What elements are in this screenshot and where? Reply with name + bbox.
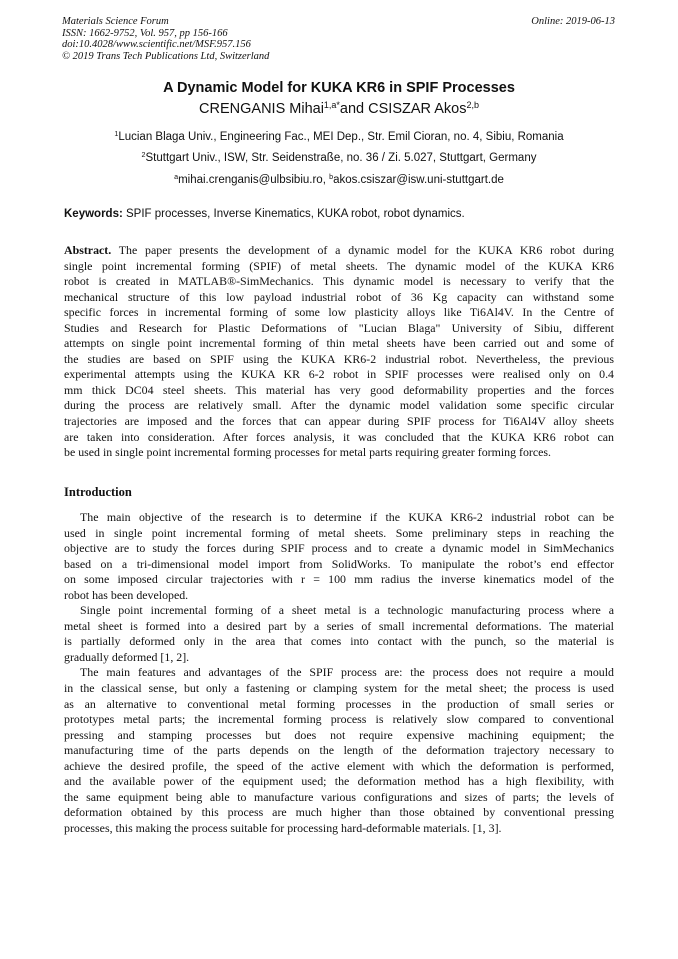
keywords-text: SPIF processes, Inverse Kinematics, KUKA robot, robot dynamics. — [122, 208, 465, 220]
running-header — [62, 16, 482, 62]
doi-line: doi:10.4028/www.scientific.net/MSF.957.156 — [62, 39, 251, 50]
paragraph-line: on some imposed circular trajectories with r = 100 mm radius the inverse kinematics model of the — [64, 572, 614, 587]
affiliation-number: 2 — [141, 151, 146, 160]
paragraph-line: pressing and stamping processes but does not require expensive machining equipment; the — [64, 727, 614, 742]
affiliation-text: Stuttgart Univ., ISW, Str. Seidenstraße, no. 36 / Zi. 5.027, Stuttgart, Germany — [145, 152, 537, 164]
paragraph-line: The main features and advantages of the SPIF process are: the process does not require a mould — [80, 665, 614, 680]
paragraph-line: in the classical sense, but only a fastening or clamping system for the metal sheet; the process is used — [64, 681, 614, 696]
email-address: akos.csiszar@isw.uni-stuttgart.de — [333, 174, 504, 186]
paragraph-line: objective are to study the forces during SPIF process and to create a dynamic model in SimMechanics — [64, 541, 614, 556]
issn-line: ISSN: 1662-9752, Vol. 957, pp 156-166 — [62, 27, 228, 39]
paragraph-line: Single point incremental forming of a sheet metal is a technologic manufacturing process where a — [80, 603, 614, 618]
copyright-line: © 2019 Trans Tech Publications Ltd, Switzerland — [62, 50, 270, 62]
abstract-line: mechanical structure of this low payload industrial robot of 36 Kg capacity can withstand some — [64, 289, 614, 304]
paragraph-line: used in single point incremental forming of metal sheets. Some preliminary steps in reaching the — [64, 525, 614, 540]
paragraph-line: and the available power of the equipment used; the deformation method has a high flexibility, with — [64, 774, 614, 789]
paragraph-line: manufacturing time of the parts depends on the length of the deformation trajectory necessary to — [64, 743, 614, 758]
abstract-line: mm thick DC04 steel sheets. This material has very good deformability properties and the forces — [64, 382, 614, 397]
author-name: CRENGANIS Mihai — [199, 101, 324, 117]
abstract-line: be used in single point incremental forming processes for metal parts requiring greater forming forces. — [64, 445, 552, 460]
email-superscript: a — [174, 173, 179, 182]
abstract-line: Studies and Research for Plastic Deformations of "Lucian Blaga" University of Sibiu, different — [64, 320, 614, 335]
abstract — [64, 243, 614, 461]
author-superscript: 2,b — [466, 100, 479, 111]
email-line — [0, 174, 678, 186]
paragraph-line: as an alternative to conventional metal forming processes in the production of small series or — [64, 696, 614, 711]
introduction-body — [64, 510, 614, 836]
paragraph-line: deformation obtained by this process are much higher than those obtained by conventional pressing — [64, 805, 614, 820]
paragraph-line: is partially deformed only in the area that comes into contact with the punch, so the material is — [64, 634, 614, 649]
author-superscript: 1,a* — [323, 100, 340, 111]
abstract-line-text: The paper presents the development of a dynamic model for the KUKA KR6 robot during — [111, 243, 614, 257]
author-name: CSISZAR Akos — [368, 101, 467, 117]
abstract-line: the studies are based on SPIF using the KUKA KR6-2 industrial robot. Nevertheless, the previous — [64, 351, 614, 366]
online-date: Online: 2019-06-13 — [531, 16, 615, 27]
abstract-line: during the process are relatively small. After the dynamic model validation some specific circular — [64, 398, 614, 413]
email-address: mihai.crenganis@ulbsibiu.ro, — [178, 174, 330, 186]
author-line — [0, 101, 678, 117]
abstract-line: trajectories are imposed and the forces that can appear during SPIF process for Ti6Al4V alloy sheets — [64, 414, 614, 429]
affiliation-2 — [0, 152, 678, 164]
affiliation-number: 1 — [114, 130, 119, 139]
abstract-line — [64, 243, 614, 259]
paragraph-line: gradually deformed [1, 2]. — [64, 649, 190, 664]
abstract-line: specific forces in incremental forming of some low plasticity alloys like Ti6Al4V. In the Centre of — [64, 305, 614, 320]
author-joiner: and — [339, 101, 369, 117]
paragraph-line: prototypes metal parts; the incremental forming process is relatively slow compared to conventional — [64, 712, 614, 727]
abstract-line: single point incremental forming (SPIF) of metal sheets. The dynamic model of the KUKA KR6 — [64, 258, 614, 273]
paragraph-line: robot has been developed. — [64, 587, 189, 602]
keywords — [64, 208, 624, 220]
paper-title: A Dynamic Model for KUKA KR6 in SPIF Processes — [163, 80, 515, 96]
paragraph-line: based on a tri-dimensional model import from SolidWorks. To manipulate the robot’s end effector — [64, 556, 614, 571]
affiliation-text: Lucian Blaga Univ., Engineering Fac., MEI Dep., Str. Emil Cioran, no. 4, Sibiu, Romania — [118, 131, 564, 143]
abstract-line: are taken into consideration. After forces analysis, it was concluded that the KUKA KR6 robot can — [64, 429, 614, 444]
paragraph-line: metal sheet is formed into a desired part by a series of small incremental deformations. The material — [64, 618, 614, 633]
paragraph-line: The main objective of the research is to determine if the KUKA KR6-2 industrial robot can be — [80, 510, 614, 524]
paragraph-line: the same equipment being able to manufacture various configurations and sizes of parts; the levels of — [64, 789, 614, 804]
abstract-label: Abstract. — [64, 243, 112, 257]
abstract-line: experimental attempts using the KUKA KR 6-2 robot in SPIF processes were realised only on 0.4 — [64, 367, 614, 382]
paragraph-line: achieve the desired profile, the speed of the active element with which the deformation is performed, — [64, 758, 614, 773]
email-superscript: b — [329, 173, 334, 182]
abstract-line: attempts on single point incremental forming of thin metal sheets have been carried out and some of — [64, 336, 614, 351]
section-heading-introduction: Introduction — [64, 485, 132, 499]
abstract-line: robot is created in MATLAB®-SimMechanics. This dynamic model is necessary to verify that the — [64, 274, 614, 289]
affiliation-1 — [0, 131, 678, 143]
keywords-label: Keywords: — [64, 208, 123, 220]
paragraph-line: processes, this making the process suitable for processing hard-deformable materials. [1, 3]. — [64, 820, 502, 835]
journal-name: Materials Science Forum — [62, 16, 169, 27]
